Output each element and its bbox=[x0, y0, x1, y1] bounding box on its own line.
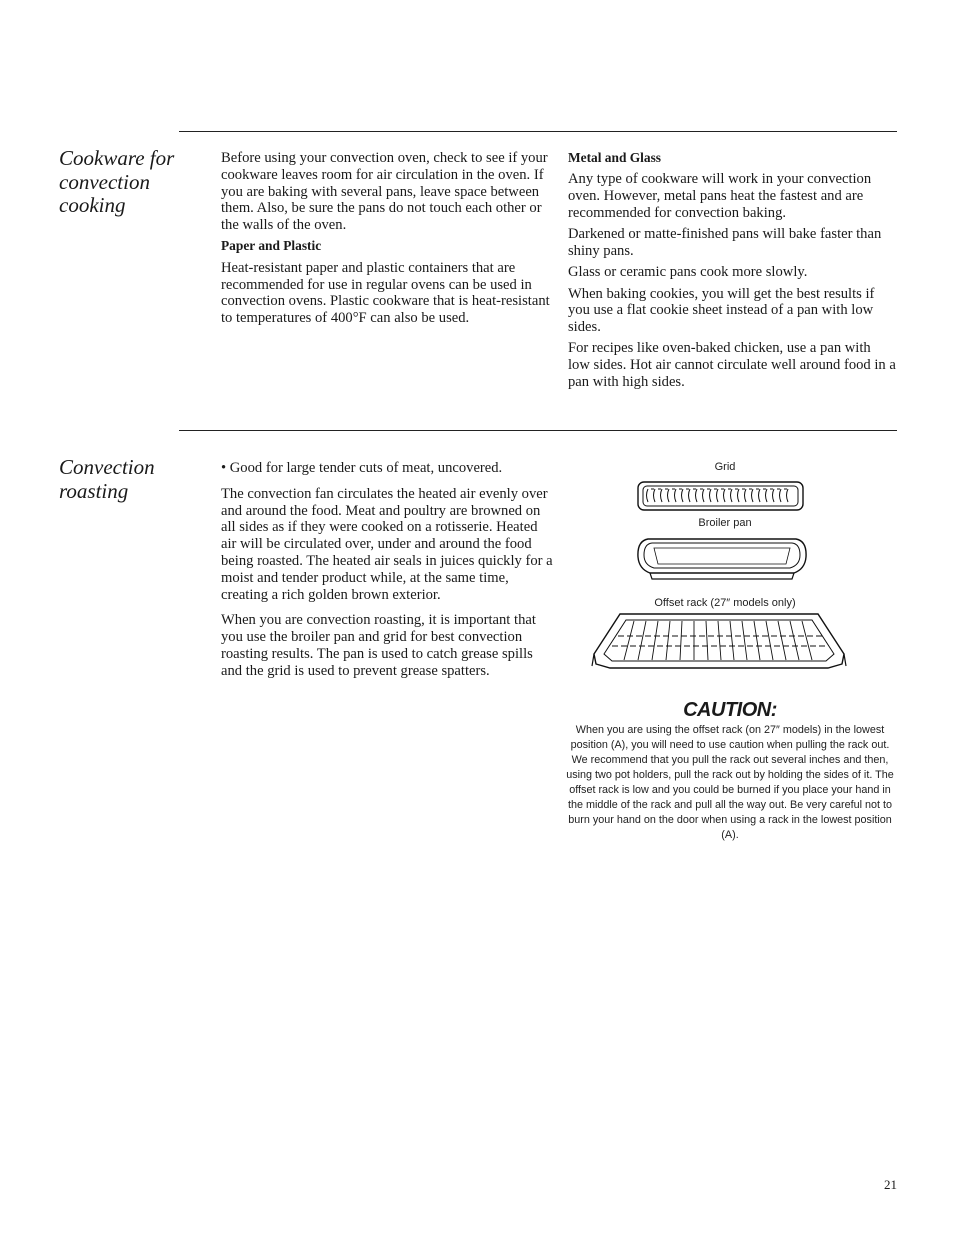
middle-divider bbox=[179, 430, 897, 431]
caution-text: When you are using the offset rack (on 27″ models) in the lowest position (A), you will need to use caution when pulling the rack out. We recommend that you pull the rack out several inches and then, using two pot holders, pull the rack out by holding the sides of it. The offset rack is low and you could be burned if you place your hand in the middle of the rack and pull all the way out. Be very careful not to burn your hand on the door when using a rack in the lowest position (A). bbox=[566, 724, 894, 841]
offset-rack-label: Offset rack (27″ models only) bbox=[654, 597, 796, 609]
roasting-p2: When you are convection roasting, it is important that you use the broiler pan and grid for best convection roasting results. The pan is used to catch grease spills and the grid is used to prevent grease spatters. bbox=[221, 612, 536, 679]
metal-glass-p1: Any type of cookware will work in your convection oven. However, metal pans heat the fastest and are recommended for convection baking. bbox=[568, 171, 872, 221]
cookware-left-column bbox=[221, 150, 551, 331]
metal-glass-heading: Metal and Glass bbox=[568, 150, 661, 165]
page-number: 21 bbox=[884, 1177, 897, 1192]
cookware-intro: Before using your convection oven, check to see if your cookware leaves room for air circulation in the oven. If you are baking with several pans, leave space between them. Also, be sure the pans do not touch each other or the walls of the oven. bbox=[221, 150, 548, 234]
broiler-pan-label: Broiler pan bbox=[698, 517, 752, 529]
roasting-bullet: • Good for large tender cuts of meat, uncovered. bbox=[221, 460, 503, 476]
roasting-p1: The convection fan circulates the heated air evenly over and around the food. Meat and poultry are browned on all sides as if they were cooked on a rotisserie. Heated air will be circulated over, under and around the food being roasted. The heated air seals in juices quickly for a moist and tender product while, at the same time, creating a rich golden brown exterior. bbox=[221, 485, 553, 603]
metal-glass-p3: Glass or ceramic pans cook more slowly. bbox=[568, 264, 808, 281]
metal-glass-p5: For recipes like oven-baked chicken, use a pan with low sides. Hot air cannot circulate well around food in a pan with high sides. bbox=[568, 340, 896, 391]
cookware-right-column bbox=[568, 150, 896, 395]
paper-plastic-text: Heat-resistant paper and plastic containers that are recommended for use in regular ovens can be used in convection ovens. Plastic cookware that is heat-resistant to temperatures of 400°F can also be used. bbox=[221, 259, 550, 327]
roasting-left-column bbox=[221, 460, 553, 684]
top-divider bbox=[179, 131, 897, 132]
grid-label: Grid bbox=[714, 461, 736, 473]
section-heading-cookware: Cookware for convection cooking bbox=[59, 146, 175, 217]
paper-plastic-heading: Paper and Plastic bbox=[221, 238, 322, 254]
offset-rack-illustration bbox=[590, 606, 850, 674]
grid-illustration bbox=[636, 479, 806, 513]
broiler-pan-illustration bbox=[634, 535, 810, 583]
caution-title: CAUTION: bbox=[683, 699, 777, 721]
section-heading-roasting: Convection roasting bbox=[59, 455, 155, 503]
metal-glass-p2: Darkened or matte-finished pans will bake faster than shiny pans. bbox=[568, 226, 882, 259]
metal-glass-p4: When baking cookies, you will get the best results if you use a flat cookie sheet instead of a pan with low sides. bbox=[568, 285, 875, 336]
